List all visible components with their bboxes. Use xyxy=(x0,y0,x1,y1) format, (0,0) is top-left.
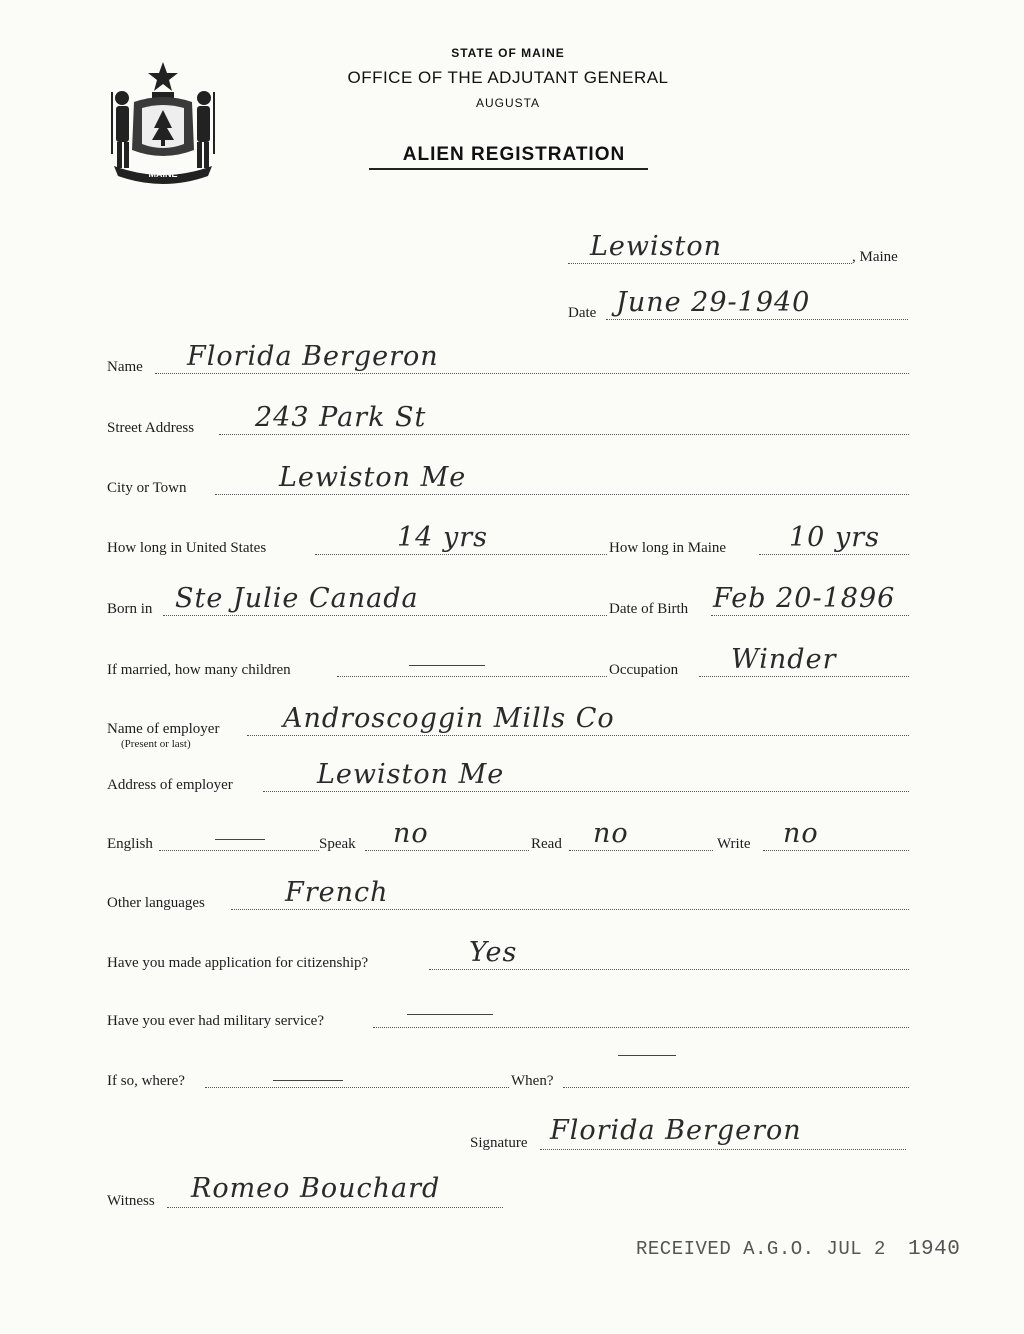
how-long-maine-dots xyxy=(759,554,909,555)
street-dots xyxy=(219,434,909,435)
write-value[interactable]: no xyxy=(783,818,819,849)
signature-value[interactable]: Florida Bergeron xyxy=(550,1115,802,1146)
english-dots xyxy=(159,850,319,851)
witness-row xyxy=(107,1173,507,1214)
occupation-dots xyxy=(699,676,909,677)
other-languages-label: Other languages xyxy=(107,895,205,911)
city-value[interactable]: Lewiston Me xyxy=(279,462,467,493)
military-label: Have you ever had military service? xyxy=(107,1013,324,1029)
when-label: When? xyxy=(511,1073,554,1089)
english-dash xyxy=(215,839,265,840)
how-long-us-value[interactable]: 14 yrs xyxy=(397,522,488,553)
received-stamp-year: 1940 xyxy=(907,1238,961,1261)
other-languages-row xyxy=(107,877,912,916)
place-suffix: , Maine xyxy=(852,249,898,265)
citizenship-label: Have you made application for citizenship? xyxy=(107,955,369,971)
children-row xyxy=(107,644,912,683)
state-heading: STATE OF MAINE xyxy=(451,46,565,60)
employer-value[interactable]: Androscoggin Mills Co xyxy=(283,703,615,734)
city-row xyxy=(107,462,912,501)
place-row xyxy=(560,231,912,270)
dob-dots xyxy=(711,615,909,616)
name-dots xyxy=(155,373,909,374)
other-languages-dots xyxy=(231,909,909,910)
name-value[interactable]: Florida Bergeron xyxy=(187,341,439,372)
employer-address-label: Address of employer xyxy=(107,777,233,793)
write-label: Write xyxy=(717,836,751,852)
form-title: ALIEN REGISTRATION xyxy=(402,144,626,165)
when-dots xyxy=(563,1087,909,1088)
born-in-value[interactable]: Ste Julie Canada xyxy=(175,583,419,614)
employer-dots xyxy=(247,735,909,736)
write-dots xyxy=(763,850,909,851)
where-label: If so, where? xyxy=(107,1073,185,1089)
how-long-maine-label: How long in Maine xyxy=(609,540,727,556)
place-value[interactable]: Lewiston xyxy=(590,231,723,262)
dob-label: Date of Birth xyxy=(609,601,689,617)
witness-dots xyxy=(167,1207,503,1208)
born-in-dots xyxy=(163,615,607,616)
military-dash xyxy=(407,1014,493,1015)
where-row xyxy=(107,1066,912,1094)
how-long-maine-value[interactable]: 10 yrs xyxy=(789,522,880,553)
street-value[interactable]: 243 Park St xyxy=(255,402,427,433)
city-heading: AUGUSTA xyxy=(475,96,541,110)
how-long-us-dots xyxy=(315,554,607,555)
witness-label: Witness xyxy=(107,1193,155,1209)
english-row xyxy=(107,818,912,857)
witness-value[interactable]: Romeo Bouchard xyxy=(191,1173,441,1204)
military-row xyxy=(107,1006,912,1034)
occupation-value[interactable]: Winder xyxy=(731,644,837,675)
speak-label: Speak xyxy=(319,836,356,852)
received-stamp-text: RECEIVED A.G.O. JUL 2 xyxy=(636,1238,886,1260)
dob-value[interactable]: Feb 20-1896 xyxy=(713,583,896,614)
children-dash xyxy=(409,665,485,666)
children-dots xyxy=(337,676,607,677)
read-label: Read xyxy=(531,836,562,852)
where-dash xyxy=(273,1080,343,1081)
street-label: Street Address xyxy=(107,420,195,436)
name-row xyxy=(107,341,912,380)
where-dots xyxy=(205,1087,509,1088)
speak-value[interactable]: no xyxy=(393,818,429,849)
english-label: English xyxy=(107,836,153,852)
date-dots xyxy=(606,319,908,320)
employer-label: Name of employer xyxy=(107,721,220,737)
citizenship-dots xyxy=(429,969,909,970)
read-dots xyxy=(569,850,713,851)
children-label: If married, how many children xyxy=(107,662,291,678)
military-dots xyxy=(373,1027,909,1028)
seal-motto: MAINE xyxy=(148,169,178,179)
city-dots xyxy=(215,494,909,495)
title-underline xyxy=(369,168,648,170)
employer-row xyxy=(107,703,912,752)
place-dots xyxy=(568,263,852,264)
other-languages-value[interactable]: French xyxy=(285,877,389,908)
date-value[interactable]: June 29-1940 xyxy=(616,287,811,318)
city-label: City or Town xyxy=(107,480,187,496)
born-in-label: Born in xyxy=(107,601,153,617)
read-value[interactable]: no xyxy=(593,818,629,849)
employer-address-row xyxy=(107,759,912,798)
citizenship-row xyxy=(107,937,912,976)
when-dash xyxy=(618,1055,676,1056)
date-label: Date xyxy=(568,305,597,321)
street-row xyxy=(107,402,912,441)
employer-address-dots xyxy=(263,791,909,792)
letterhead xyxy=(0,0,1024,200)
occupation-label: Occupation xyxy=(609,662,679,678)
employer-sublabel: (Present or last) xyxy=(121,738,191,750)
name-label: Name xyxy=(107,359,143,375)
date-row xyxy=(568,287,912,326)
received-stamp xyxy=(636,1238,960,1261)
how-long-row xyxy=(107,522,912,561)
signature-label: Signature xyxy=(470,1135,528,1151)
employer-address-value[interactable]: Lewiston Me xyxy=(317,759,505,790)
signature-dots xyxy=(540,1149,906,1150)
speak-dots xyxy=(365,850,529,851)
citizenship-value[interactable]: Yes xyxy=(469,937,518,968)
how-long-us-label: How long in United States xyxy=(107,540,267,556)
office-heading: OFFICE OF THE ADJUTANT GENERAL xyxy=(347,68,669,87)
born-row xyxy=(107,583,912,622)
signature-row xyxy=(470,1115,912,1156)
